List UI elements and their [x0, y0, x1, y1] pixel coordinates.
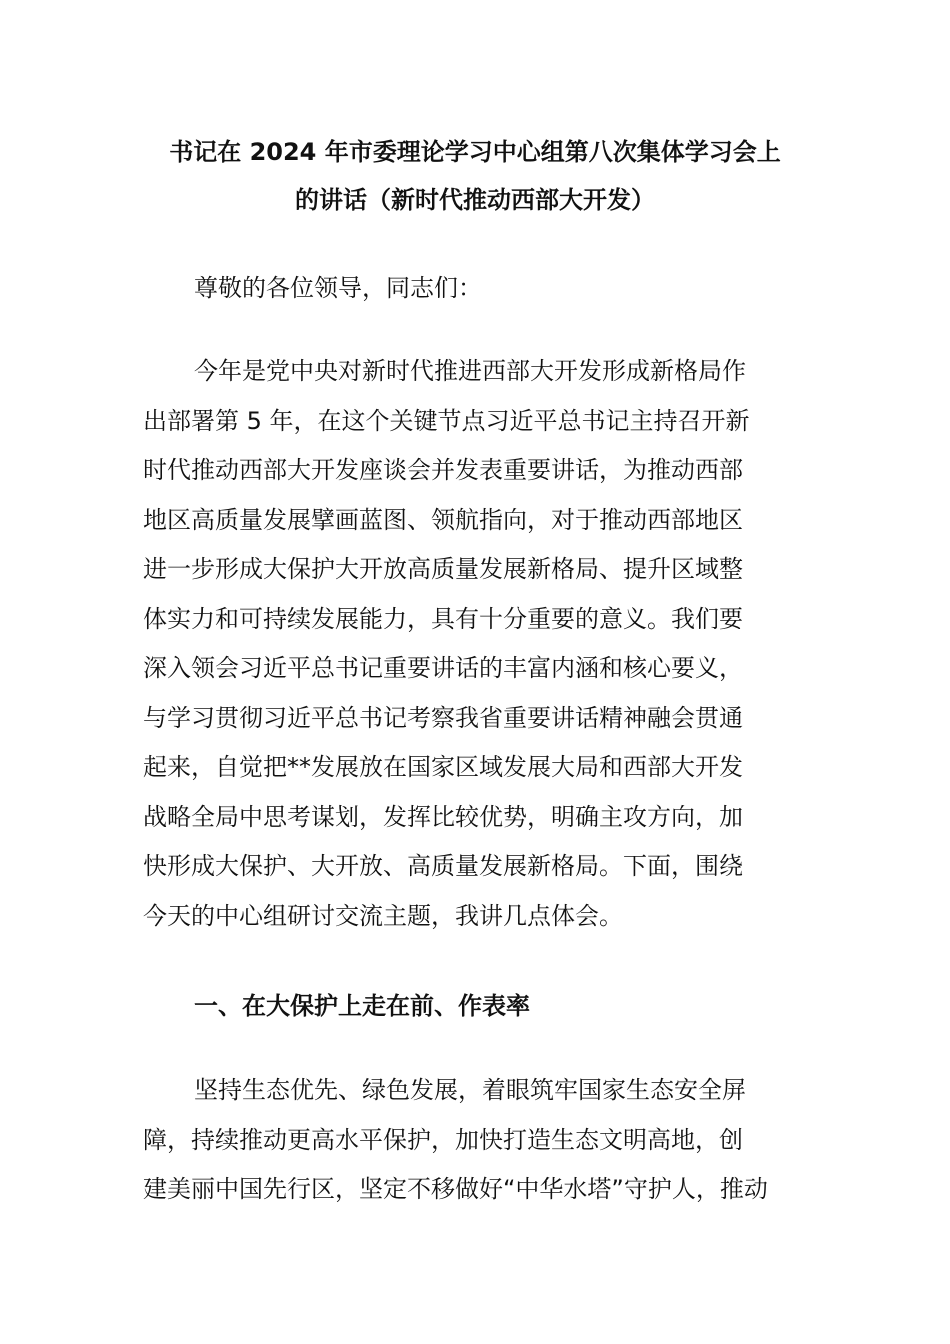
title-line-1: 书记在 2024 年市委理论学习中心组第八次集体学习会上: [169, 138, 781, 166]
paragraph-line: 今天的中心组研讨交流主题，我讲几点体会。: [143, 901, 623, 930]
paragraph-line: 坚持生态优先、绿色发展，着眼筑牢国家生态安全屏: [194, 1076, 746, 1104]
paragraph-line: 建美丽中国先行区，坚定不移做好“中华水塔”守护人，推动: [143, 1175, 768, 1203]
paragraph-line: 起来，自觉把**发展放在国家区域发展大局和西部大开发: [143, 753, 743, 781]
paragraph-line: 地区高质量发展擘画蓝图、领航指向，对于推动西部地区: [143, 505, 743, 534]
paragraph-line: 今年是党中央对新时代推进西部大开发形成新格局作: [194, 357, 746, 385]
document-title: [140, 128, 810, 224]
paragraph-line: 体实力和可持续发展能力，具有十分重要的意义。我们要: [143, 604, 743, 633]
paragraph-line: 与学习贯彻习近平总书记考察我省重要讲话精神融会贯通: [143, 703, 743, 732]
section-heading-1: 一、在大保护上走在前、作表率: [194, 992, 530, 1020]
paragraph-line: 时代推动西部大开发座谈会并发表重要讲话，为推动西部: [143, 456, 743, 484]
paragraph-line: 障，持续推动更高水平保护，加快打造生态文明高地，创: [143, 1125, 743, 1154]
paragraph-section-1: [143, 1066, 803, 1215]
title-line-2: 的讲话（新时代推动西部大开发）: [295, 186, 655, 214]
paragraph-line: 战略全局中思考谋划，发挥比较优势，明确主攻方向，加: [143, 802, 743, 831]
paragraph-intro: [143, 347, 803, 941]
salutation: 尊敬的各位领导，同志们：: [194, 274, 482, 302]
paragraph-line: 快形成大保护、大开放、高质量发展新格局。下面，围绕: [143, 852, 743, 880]
paragraph-line: 出部署第 5 年，在这个关键节点习近平总书记主持召开新: [143, 406, 750, 435]
paragraph-line: 进一步形成大保护大开放高质量发展新格局、提升区域整: [143, 555, 743, 583]
paragraph-line: 深入领会习近平总书记重要讲话的丰富内涵和核心要义，: [143, 654, 743, 682]
